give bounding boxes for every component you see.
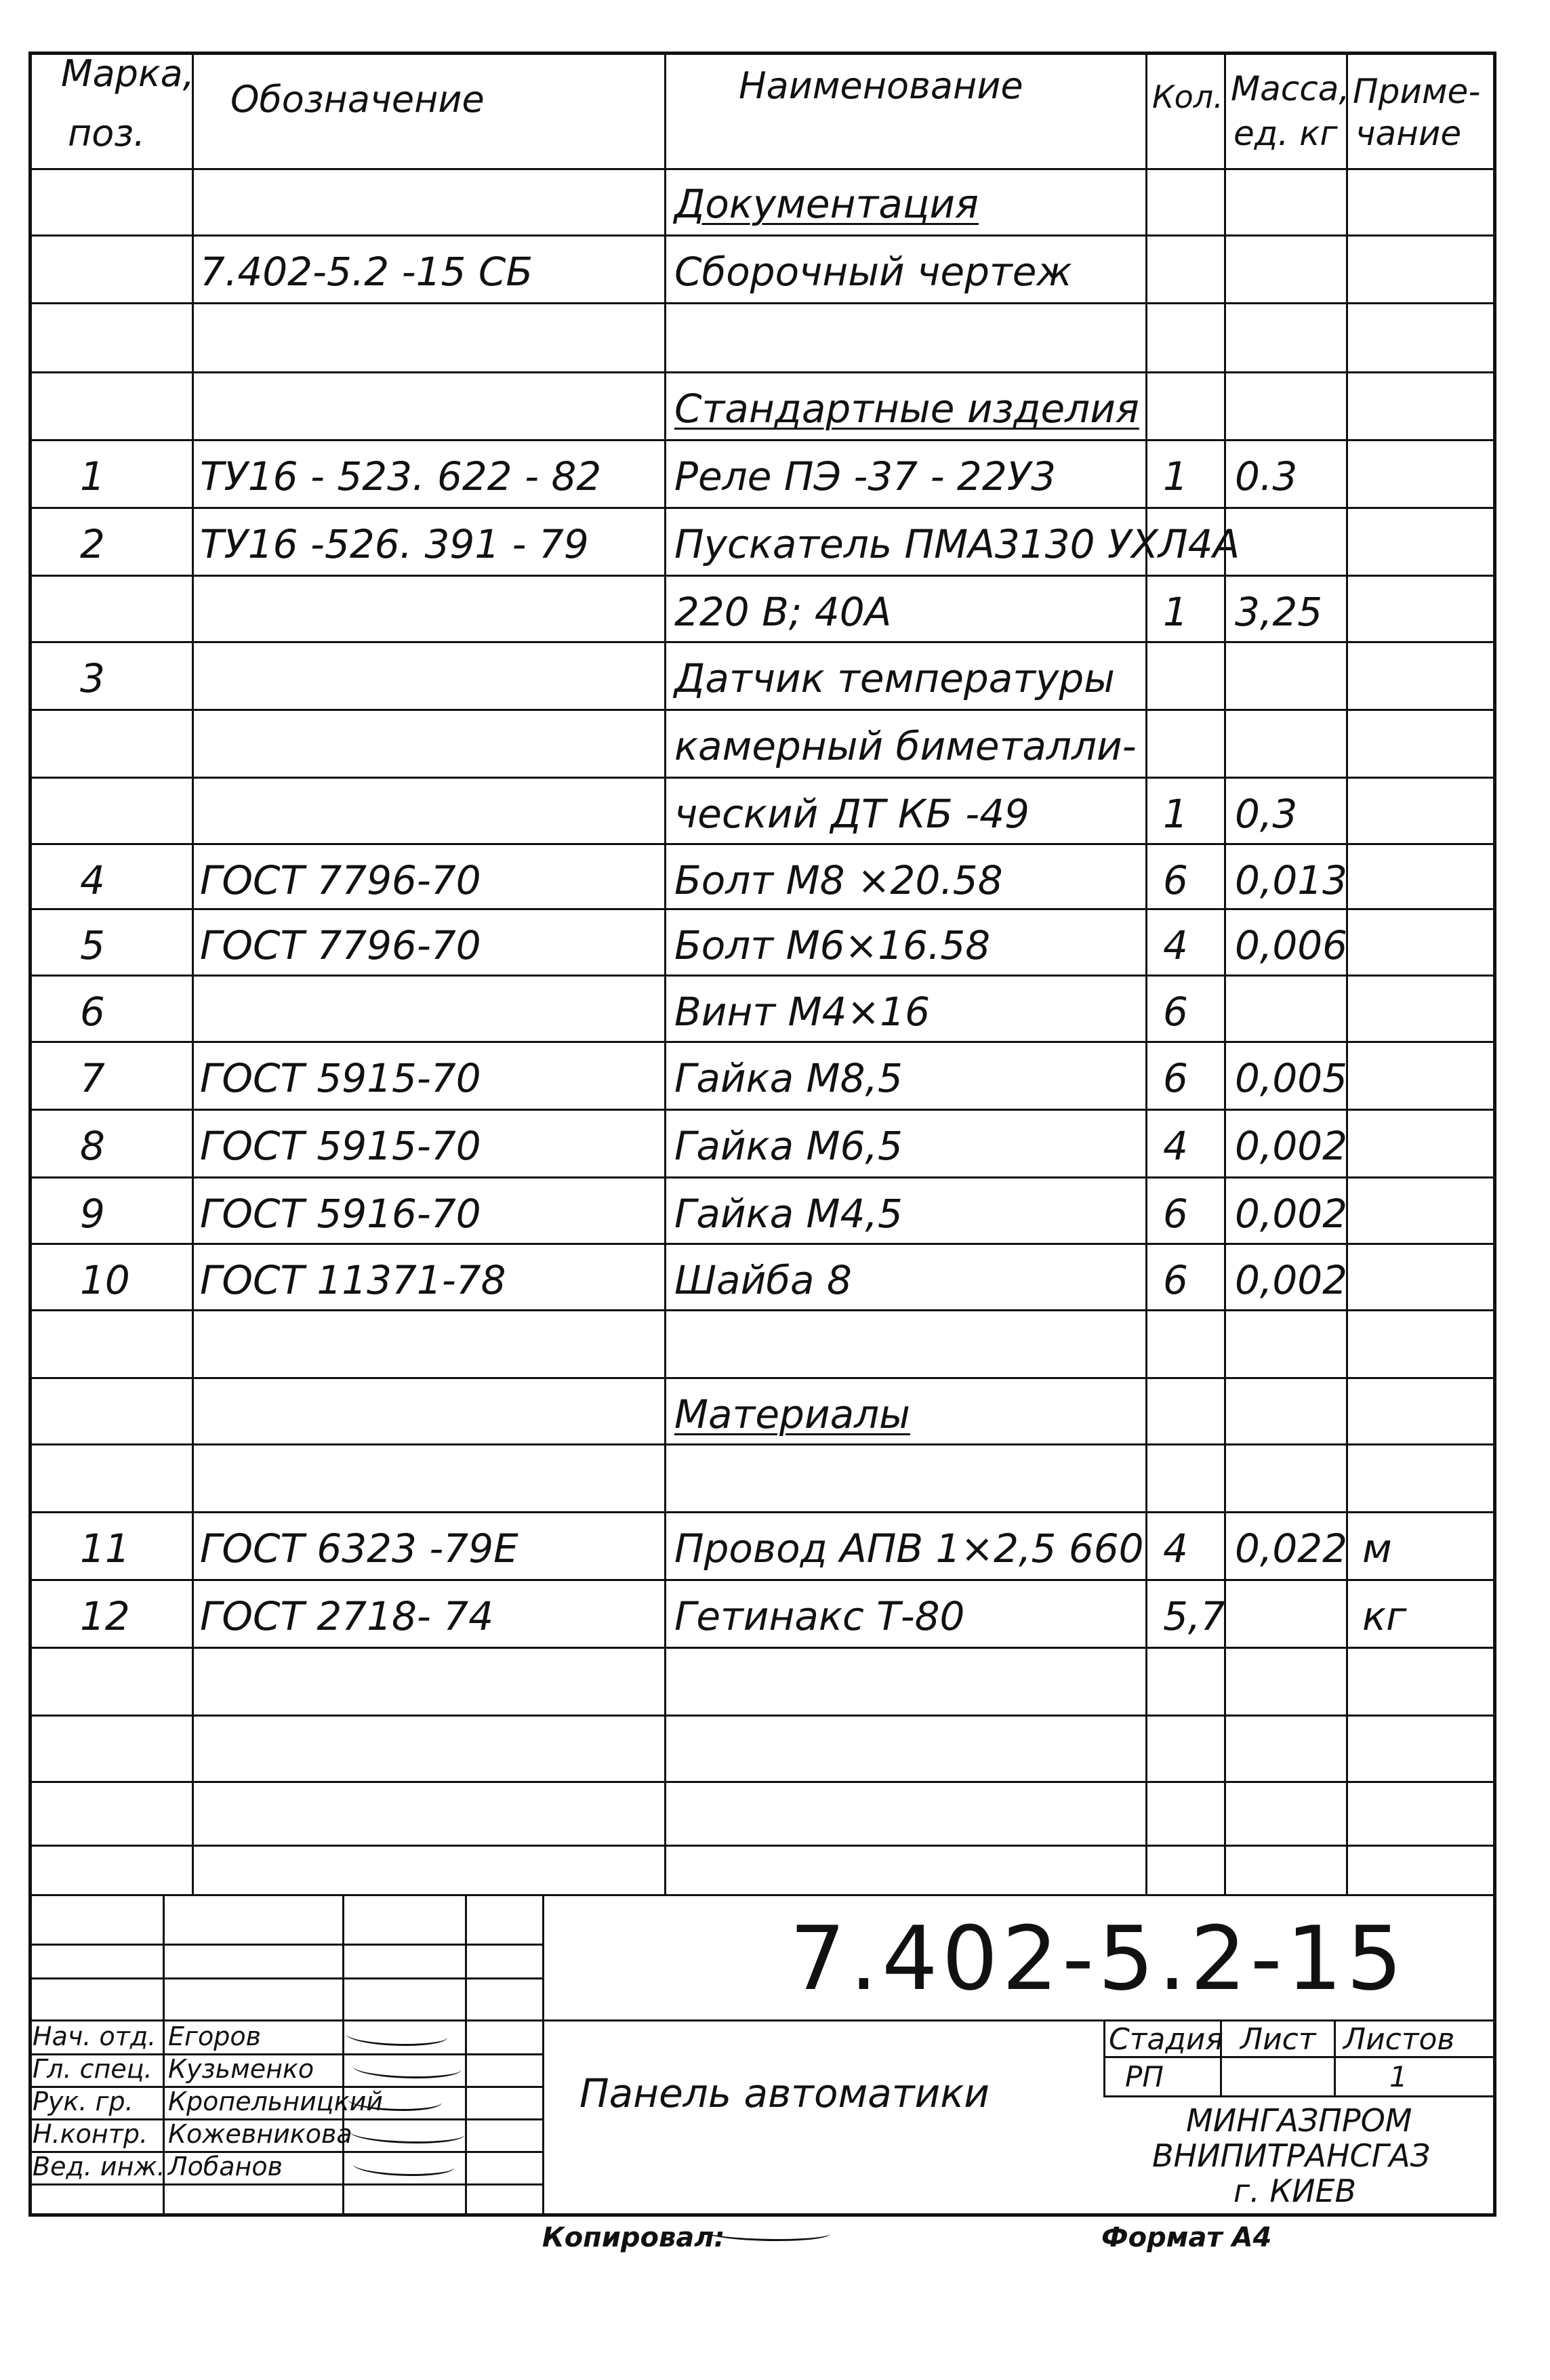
table-row-line — [30, 1511, 1496, 1513]
table-row-line — [30, 575, 1496, 577]
row-pos: 5 — [80, 922, 105, 968]
row-mass: 0,013 — [1235, 857, 1348, 903]
row-name: Документация — [674, 181, 979, 227]
table-row-line — [30, 1845, 1496, 1847]
stage-label: Стадия — [1109, 2022, 1223, 2057]
row-designation: ГОСТ 5915-70 — [200, 1055, 481, 1101]
row-qty: 6 — [1163, 1191, 1188, 1237]
tb-row-line — [30, 2183, 544, 2186]
header-qty: Кол. — [1152, 79, 1223, 115]
row-mass: 3,25 — [1235, 589, 1323, 635]
table-row-line — [30, 1309, 1496, 1311]
header-designation: Обозначение — [230, 78, 485, 121]
row-name: Провод АПВ 1×2,5 660 — [674, 1525, 1144, 1572]
table-row-line — [30, 371, 1496, 373]
row-qty: 1 — [1163, 453, 1188, 499]
table-row-line — [30, 439, 1496, 441]
row-designation: ГОСТ 7796-70 — [200, 922, 481, 968]
row-name: 220 В; 40А — [674, 589, 892, 635]
row-mass: 0,002 — [1235, 1257, 1348, 1303]
row-note: кг — [1362, 1593, 1407, 1639]
row-name: Датчик температуры — [674, 655, 1115, 701]
row-pos: 8 — [80, 1123, 105, 1169]
row-pos: 1 — [80, 453, 105, 499]
document-title: Панель автоматики — [579, 2070, 990, 2116]
row-qty: 6 — [1163, 989, 1188, 1035]
tb-row-line — [30, 1944, 544, 1946]
row-pos: 11 — [80, 1525, 130, 1572]
row-pos: 3 — [80, 655, 105, 701]
table-row-line — [30, 843, 1496, 845]
table-row-line — [30, 1109, 1496, 1111]
row-name: Материалы — [674, 1391, 910, 1437]
row-designation: ГОСТ 6323 -79Е — [200, 1525, 518, 1572]
table-row-line — [30, 1377, 1496, 1379]
table-row-line — [30, 1781, 1496, 1783]
tb-person: Кожевникова — [168, 2119, 352, 2149]
table-row-line — [30, 1443, 1496, 1445]
tb-person: Кузьменко — [168, 2054, 314, 2084]
row-pos: 10 — [80, 1257, 130, 1303]
row-mass: 0,3 — [1235, 791, 1298, 837]
row-designation: 7.402-5.2 -15 СБ — [200, 249, 533, 295]
row-name: Болт М6×16.58 — [674, 922, 991, 968]
row-designation: ГОСТ 5916-70 — [200, 1191, 481, 1237]
table-row-line — [30, 1176, 1496, 1178]
row-name: Реле ПЭ -37 - 22У3 — [674, 453, 1056, 499]
row-name: камерный биметалли- — [674, 723, 1137, 769]
row-designation: ГОСТ 2718- 74 — [200, 1593, 494, 1639]
row-note: м — [1362, 1525, 1392, 1572]
table-row-line — [30, 709, 1496, 711]
row-name: Винт М4×16 — [674, 989, 930, 1035]
row-pos: 2 — [80, 521, 105, 567]
table-row-line — [30, 641, 1496, 643]
tb-role: Гл. спец. — [33, 2054, 152, 2084]
row-mass: 0,005 — [1235, 1055, 1348, 1101]
format-label: Формат А4 — [1101, 2222, 1272, 2253]
tb-role: Н.контр. — [33, 2119, 148, 2149]
row-name: Гетинакс Т-80 — [674, 1593, 965, 1639]
row-name: Гайка М6,5 — [674, 1123, 903, 1169]
tb-role: Рук. гр. — [33, 2087, 134, 2116]
header-note: Приме- — [1353, 72, 1481, 111]
org-institute: ВНИПИТРАНСГАЗ — [1152, 2137, 1431, 2174]
header-pos: поз. — [68, 112, 146, 155]
table-row-line — [30, 1243, 1496, 1245]
tb-role: Вед. инж. — [33, 2152, 165, 2181]
row-pos: 9 — [80, 1191, 105, 1237]
tb-role: Нач. отд. — [33, 2022, 157, 2051]
tb-person: Кропельницкий — [168, 2087, 384, 2116]
row-mass: 0,002 — [1235, 1191, 1348, 1237]
org-ministry: МИНГАЗПРОМ — [1186, 2102, 1412, 2139]
row-mass: 0.3 — [1235, 453, 1298, 499]
tb-person: Лобанов — [168, 2152, 283, 2181]
header-name: Наименование — [739, 64, 1023, 107]
table-row-line — [30, 777, 1496, 779]
row-name: Шайба 8 — [674, 1257, 852, 1303]
table-row-line — [30, 234, 1496, 237]
header-mass: Масса, — [1231, 69, 1350, 108]
row-qty: 6 — [1163, 1257, 1188, 1303]
tb-row-line — [1103, 2095, 1496, 2097]
tb-row-line — [30, 1977, 544, 1979]
row-qty: 1 — [1163, 791, 1188, 837]
header-mark: Марка, — [61, 52, 195, 95]
row-qty: 4 — [1163, 1123, 1188, 1169]
row-name: Стандартные изделия — [674, 386, 1139, 432]
row-qty: 4 — [1163, 922, 1188, 968]
row-name: Пускатель ПМА3130 УХЛ4А — [674, 521, 1240, 567]
sheets-label: Листов — [1343, 2022, 1455, 2057]
row-qty: 6 — [1163, 1055, 1188, 1101]
sheets-value: 1 — [1389, 2060, 1408, 2093]
table-row-line — [30, 1715, 1496, 1717]
row-name: Болт М8 ×20.58 — [674, 857, 1003, 903]
document-number: 7.402-5.2-15 — [790, 1907, 1407, 2010]
row-qty: 5,7 — [1163, 1593, 1226, 1639]
row-name: Гайка М4,5 — [674, 1191, 903, 1237]
row-designation: ТУ16 - 523. 622 - 82 — [200, 453, 602, 499]
tb-person: Егоров — [168, 2022, 261, 2051]
row-qty: 1 — [1163, 589, 1188, 635]
row-name: Сборочный чертеж — [674, 249, 1072, 295]
table-row-line — [30, 1041, 1496, 1043]
row-designation: ГОСТ 5915-70 — [200, 1123, 481, 1169]
title-block-top — [30, 1894, 1496, 1896]
stage-value: РП — [1125, 2060, 1164, 2093]
row-qty: 6 — [1163, 857, 1188, 903]
table-row-line — [30, 302, 1496, 304]
copied-by-label: Копировал: — [542, 2222, 725, 2253]
row-name: Гайка М8,5 — [674, 1055, 903, 1101]
row-pos: 6 — [80, 989, 105, 1035]
row-pos: 12 — [80, 1593, 130, 1639]
table-row-line — [30, 1647, 1496, 1649]
row-qty: 4 — [1163, 1525, 1188, 1572]
table-row-line — [30, 1579, 1496, 1581]
table-row-line — [30, 507, 1496, 509]
header-note-2: чание — [1355, 114, 1462, 153]
sheet-label: Лист — [1240, 2022, 1316, 2057]
row-mass: 0,002 — [1235, 1123, 1348, 1169]
table-row-line — [30, 908, 1496, 910]
row-designation: ГОСТ 7796-70 — [200, 857, 481, 903]
org-city: г. КИЕВ — [1233, 2173, 1357, 2209]
row-pos: 4 — [80, 857, 105, 903]
header-mass-unit: ед. кг — [1233, 114, 1338, 153]
row-name: ческий ДТ КБ -49 — [674, 791, 1030, 837]
table-row-line — [30, 974, 1496, 977]
table-row-line — [30, 168, 1496, 170]
row-designation: ТУ16 -526. 391 - 79 — [200, 521, 589, 567]
row-pos: 7 — [80, 1055, 105, 1101]
row-mass: 0,022 — [1235, 1525, 1348, 1572]
row-mass: 0,006 — [1235, 922, 1348, 968]
row-designation: ГОСТ 11371-78 — [200, 1257, 506, 1303]
